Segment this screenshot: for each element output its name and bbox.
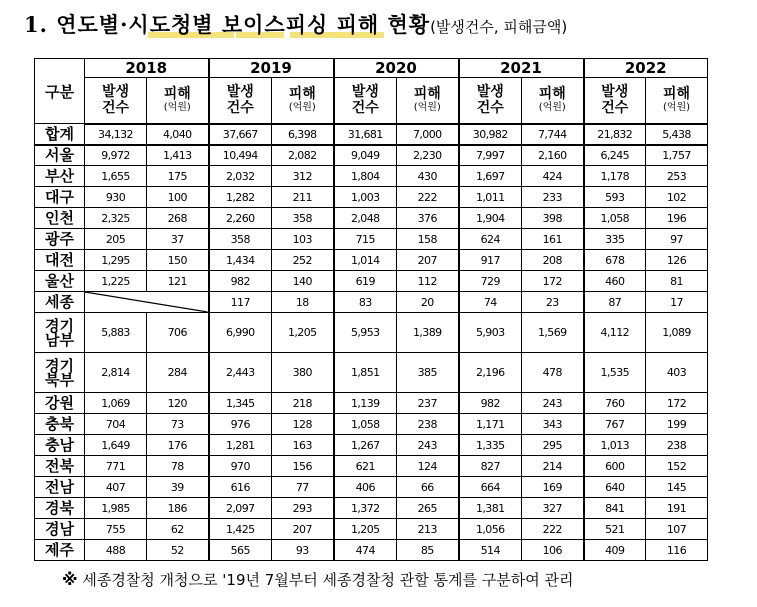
value-cell: 1,178 (584, 166, 646, 187)
value-cell: 760 (584, 393, 646, 414)
value-cell: 100 (147, 187, 209, 208)
count-subheader (334, 78, 397, 124)
value-cell: 664 (459, 477, 522, 498)
value-cell: 112 (397, 271, 459, 292)
value-cell: 126 (646, 250, 708, 271)
value-cell: 771 (85, 456, 147, 477)
diagonal-slash (85, 292, 208, 312)
table-row (35, 166, 708, 187)
value-cell: 1,282 (209, 187, 272, 208)
value-cell: 172 (646, 393, 708, 414)
year-header: 2022 (584, 59, 708, 78)
value-cell: 243 (522, 393, 584, 414)
value-cell: 140 (272, 271, 334, 292)
value-cell: 66 (397, 477, 459, 498)
value-cell: 10,494 (209, 145, 272, 166)
count-subheader (459, 78, 522, 124)
damage-subheader (147, 78, 209, 124)
value-cell: 424 (522, 166, 584, 187)
value-cell: 621 (334, 456, 397, 477)
value-cell: 222 (397, 187, 459, 208)
value-cell: 2,160 (522, 145, 584, 166)
value-cell: 2,260 (209, 208, 272, 229)
value-cell: 106 (522, 540, 584, 561)
value-cell: 619 (334, 271, 397, 292)
corner-header: 구분 (35, 59, 85, 124)
year-header: 2018 (85, 59, 209, 78)
value-cell: 1,139 (334, 393, 397, 414)
value-cell: 9,049 (334, 145, 397, 166)
value-cell: 34,132 (85, 124, 147, 145)
table-row (35, 313, 708, 353)
value-cell: 176 (147, 435, 209, 456)
value-cell: 312 (272, 166, 334, 187)
value-cell: 4,040 (147, 124, 209, 145)
value-cell: 514 (459, 540, 522, 561)
value-cell: 172 (522, 271, 584, 292)
value-cell: 767 (584, 414, 646, 435)
value-cell: 976 (209, 414, 272, 435)
title-sub: (발생건수, 피해금액) (430, 18, 568, 36)
value-cell: 31,681 (334, 124, 397, 145)
value-cell: 39 (147, 477, 209, 498)
table-row (35, 250, 708, 271)
value-cell: 398 (522, 208, 584, 229)
year-header: 2021 (459, 59, 584, 78)
not-applicable-cell (85, 292, 209, 313)
value-cell: 1,267 (334, 435, 397, 456)
region-label: 경북 (35, 498, 85, 519)
value-cell: 1,014 (334, 250, 397, 271)
value-cell: 6,245 (584, 145, 646, 166)
table-row (35, 540, 708, 561)
value-cell: 93 (272, 540, 334, 561)
count-subheader-line: 발생 (476, 84, 504, 101)
value-cell: 233 (522, 187, 584, 208)
value-cell: 17 (646, 292, 708, 313)
value-cell: 1,069 (85, 393, 147, 414)
value-cell: 121 (147, 271, 209, 292)
value-cell: 1,281 (209, 435, 272, 456)
value-cell: 565 (209, 540, 272, 561)
value-cell: 1,569 (522, 313, 584, 353)
value-cell: 199 (646, 414, 708, 435)
region-label: 세종 (35, 292, 85, 313)
value-cell: 208 (522, 250, 584, 271)
value-cell: 5,903 (459, 313, 522, 353)
value-cell: 1,413 (147, 145, 209, 166)
value-cell: 1,013 (584, 435, 646, 456)
value-cell: 186 (147, 498, 209, 519)
value-cell: 982 (209, 271, 272, 292)
value-cell: 1,372 (334, 498, 397, 519)
count-subheader-line: 건수 (226, 100, 254, 117)
value-cell: 841 (584, 498, 646, 519)
value-cell: 191 (646, 498, 708, 519)
value-cell: 116 (646, 540, 708, 561)
table-row (35, 145, 708, 166)
damage-subheader-line: 피해 (662, 86, 691, 103)
count-subheader (584, 78, 646, 124)
value-cell: 1,904 (459, 208, 522, 229)
value-cell: 1,205 (272, 313, 334, 353)
value-cell: 156 (272, 456, 334, 477)
region-label: 서울 (35, 145, 85, 166)
region-label-line: 경기 (45, 356, 74, 375)
count-subheader (209, 78, 272, 124)
value-cell: 238 (397, 414, 459, 435)
value-cell: 83 (334, 292, 397, 313)
year-header: 2019 (209, 59, 334, 78)
value-cell: 23 (522, 292, 584, 313)
damage-subheader-line: 피해 (413, 86, 441, 103)
value-cell: 238 (646, 435, 708, 456)
value-cell: 1,851 (334, 353, 397, 393)
value-cell: 407 (85, 477, 147, 498)
value-cell: 7,744 (522, 124, 584, 145)
region-label: 강원 (35, 393, 85, 414)
value-cell: 1,003 (334, 187, 397, 208)
region-label: 전남 (35, 477, 85, 498)
value-cell: 158 (397, 229, 459, 250)
value-cell: 460 (584, 271, 646, 292)
value-cell: 196 (646, 208, 708, 229)
value-cell: 30,982 (459, 124, 522, 145)
value-cell: 163 (272, 435, 334, 456)
value-cell: 1,171 (459, 414, 522, 435)
value-cell: 1,011 (459, 187, 522, 208)
value-cell: 1,058 (334, 414, 397, 435)
value-cell: 97 (646, 229, 708, 250)
value-cell: 7,997 (459, 145, 522, 166)
value-cell: 78 (147, 456, 209, 477)
table-row (35, 393, 708, 414)
region-label: 대구 (35, 187, 85, 208)
count-subheader-line: 발생 (351, 84, 379, 101)
value-cell: 1,697 (459, 166, 522, 187)
value-cell: 2,097 (209, 498, 272, 519)
region-label-line: 북부 (45, 370, 74, 389)
year-header: 2020 (334, 59, 459, 78)
damage-subheader-unit: (억원) (662, 102, 691, 114)
title-main: 1. 연도별·시도청별 보이스피싱 피해 현황 (24, 12, 431, 37)
value-cell: 409 (584, 540, 646, 561)
table-row (35, 208, 708, 229)
value-cell: 5,883 (85, 313, 147, 353)
region-label: 경남 (35, 519, 85, 540)
value-cell: 102 (646, 187, 708, 208)
count-subheader-line: 발생 (101, 84, 130, 101)
value-cell: 1,345 (209, 393, 272, 414)
count-subheader-line: 건수 (351, 100, 379, 117)
value-cell: 755 (85, 519, 147, 540)
footnote-text: 세종경찰청 개청으로 '19년 7월부터 세종경찰청 관할 통계를 구분하여 관리 (82, 571, 574, 589)
region-label (35, 313, 85, 353)
damage-subheader (397, 78, 459, 124)
value-cell: 1,434 (209, 250, 272, 271)
value-cell: 52 (147, 540, 209, 561)
value-cell: 161 (522, 229, 584, 250)
value-cell: 74 (459, 292, 522, 313)
value-cell: 207 (397, 250, 459, 271)
table-row (35, 435, 708, 456)
value-cell: 593 (584, 187, 646, 208)
region-label: 합계 (35, 124, 85, 145)
value-cell: 169 (522, 477, 584, 498)
value-cell: 488 (85, 540, 147, 561)
value-cell: 77 (272, 477, 334, 498)
value-cell: 2,230 (397, 145, 459, 166)
table-row (35, 124, 708, 145)
region-label: 인천 (35, 208, 85, 229)
value-cell: 1,089 (646, 313, 708, 353)
count-subheader-line: 건수 (601, 100, 629, 117)
value-cell: 9,972 (85, 145, 147, 166)
value-cell: 2,196 (459, 353, 522, 393)
value-cell: 827 (459, 456, 522, 477)
value-cell: 343 (522, 414, 584, 435)
value-cell: 982 (459, 393, 522, 414)
region-label (35, 353, 85, 393)
table-row (35, 498, 708, 519)
damage-subheader (646, 78, 708, 124)
value-cell: 2,032 (209, 166, 272, 187)
footnote-mark: ※ (62, 570, 78, 589)
table-row (35, 229, 708, 250)
value-cell: 20 (397, 292, 459, 313)
value-cell: 37 (147, 229, 209, 250)
value-cell: 478 (522, 353, 584, 393)
value-cell: 213 (397, 519, 459, 540)
value-cell: 1,058 (584, 208, 646, 229)
value-cell: 107 (646, 519, 708, 540)
value-cell: 214 (522, 456, 584, 477)
value-cell: 150 (147, 250, 209, 271)
value-cell: 18 (272, 292, 334, 313)
region-label: 대전 (35, 250, 85, 271)
footnote (62, 569, 573, 590)
value-cell: 678 (584, 250, 646, 271)
region-label-line: 남부 (45, 330, 74, 349)
value-cell: 1,335 (459, 435, 522, 456)
value-cell: 2,814 (85, 353, 147, 393)
value-cell: 87 (584, 292, 646, 313)
value-cell: 403 (646, 353, 708, 393)
value-cell: 4,112 (584, 313, 646, 353)
region-label: 부산 (35, 166, 85, 187)
value-cell: 205 (85, 229, 147, 250)
value-cell: 640 (584, 477, 646, 498)
value-cell: 2,082 (272, 145, 334, 166)
damage-subheader-unit: (억원) (538, 102, 566, 114)
count-subheader-line: 건수 (101, 100, 130, 117)
value-cell: 293 (272, 498, 334, 519)
value-cell: 706 (147, 313, 209, 353)
value-cell: 175 (147, 166, 209, 187)
value-cell: 1,804 (334, 166, 397, 187)
value-cell: 1,985 (85, 498, 147, 519)
value-cell: 358 (272, 208, 334, 229)
value-cell: 85 (397, 540, 459, 561)
damage-subheader-line: 피해 (288, 86, 316, 103)
value-cell: 1,295 (85, 250, 147, 271)
value-cell: 81 (646, 271, 708, 292)
damage-subheader-unit: (억원) (413, 102, 441, 114)
value-cell: 124 (397, 456, 459, 477)
value-cell: 1,757 (646, 145, 708, 166)
table-row (35, 519, 708, 540)
value-cell: 211 (272, 187, 334, 208)
region-label: 전북 (35, 456, 85, 477)
value-cell: 62 (147, 519, 209, 540)
value-cell: 222 (522, 519, 584, 540)
value-cell: 624 (459, 229, 522, 250)
value-cell: 128 (272, 414, 334, 435)
damage-subheader-unit: (억원) (288, 102, 316, 114)
value-cell: 218 (272, 393, 334, 414)
value-cell: 243 (397, 435, 459, 456)
damage-subheader (272, 78, 334, 124)
voice-phishing-table (34, 58, 708, 561)
value-cell: 335 (584, 229, 646, 250)
value-cell: 37,667 (209, 124, 272, 145)
value-cell: 380 (272, 353, 334, 393)
value-cell: 207 (272, 519, 334, 540)
value-cell: 145 (646, 477, 708, 498)
value-cell: 1,205 (334, 519, 397, 540)
value-cell: 295 (522, 435, 584, 456)
value-cell: 103 (272, 229, 334, 250)
region-label: 충북 (35, 414, 85, 435)
value-cell: 715 (334, 229, 397, 250)
value-cell: 5,953 (334, 313, 397, 353)
value-cell: 2,325 (85, 208, 147, 229)
region-label: 울산 (35, 271, 85, 292)
table-row (35, 271, 708, 292)
damage-subheader (522, 78, 584, 124)
value-cell: 265 (397, 498, 459, 519)
count-subheader-line: 발생 (226, 84, 254, 101)
value-cell: 253 (646, 166, 708, 187)
value-cell: 1,225 (85, 271, 147, 292)
table-row (35, 477, 708, 498)
value-cell: 521 (584, 519, 646, 540)
value-cell: 237 (397, 393, 459, 414)
value-cell: 704 (85, 414, 147, 435)
value-cell: 1,056 (459, 519, 522, 540)
value-cell: 430 (397, 166, 459, 187)
value-cell: 21,832 (584, 124, 646, 145)
region-label: 제주 (35, 540, 85, 561)
value-cell: 1,389 (397, 313, 459, 353)
count-subheader-line: 발생 (601, 84, 629, 101)
value-cell: 252 (272, 250, 334, 271)
damage-subheader-line: 피해 (538, 86, 566, 103)
value-cell: 358 (209, 229, 272, 250)
value-cell: 1,535 (584, 353, 646, 393)
table-row (35, 187, 708, 208)
damage-subheader-line: 피해 (163, 86, 191, 103)
value-cell: 6,990 (209, 313, 272, 353)
value-cell: 917 (459, 250, 522, 271)
damage-subheader-unit: (억원) (163, 102, 191, 114)
value-cell: 327 (522, 498, 584, 519)
value-cell: 73 (147, 414, 209, 435)
value-cell: 152 (646, 456, 708, 477)
value-cell: 6,398 (272, 124, 334, 145)
value-cell: 117 (209, 292, 272, 313)
region-label: 충남 (35, 435, 85, 456)
value-cell: 284 (147, 353, 209, 393)
count-subheader (85, 78, 147, 124)
table-row (35, 292, 708, 313)
value-cell: 616 (209, 477, 272, 498)
value-cell: 1,649 (85, 435, 147, 456)
value-cell: 5,438 (646, 124, 708, 145)
count-subheader-line: 건수 (476, 100, 504, 117)
value-cell: 600 (584, 456, 646, 477)
table-row (35, 456, 708, 477)
value-cell: 385 (397, 353, 459, 393)
header-row-years (35, 59, 708, 78)
value-cell: 2,443 (209, 353, 272, 393)
value-cell: 406 (334, 477, 397, 498)
value-cell: 2,048 (334, 208, 397, 229)
value-cell: 268 (147, 208, 209, 229)
value-cell: 1,381 (459, 498, 522, 519)
value-cell: 729 (459, 271, 522, 292)
value-cell: 474 (334, 540, 397, 561)
value-cell: 376 (397, 208, 459, 229)
value-cell: 970 (209, 456, 272, 477)
table-row (35, 414, 708, 435)
region-label-line: 경기 (45, 316, 74, 335)
value-cell: 120 (147, 393, 209, 414)
page-title (24, 10, 567, 40)
table-row (35, 353, 708, 393)
region-label: 광주 (35, 229, 85, 250)
value-cell: 1,655 (85, 166, 147, 187)
header-row-measures (35, 78, 708, 124)
value-cell: 7,000 (397, 124, 459, 145)
value-cell: 930 (85, 187, 147, 208)
value-cell: 1,425 (209, 519, 272, 540)
